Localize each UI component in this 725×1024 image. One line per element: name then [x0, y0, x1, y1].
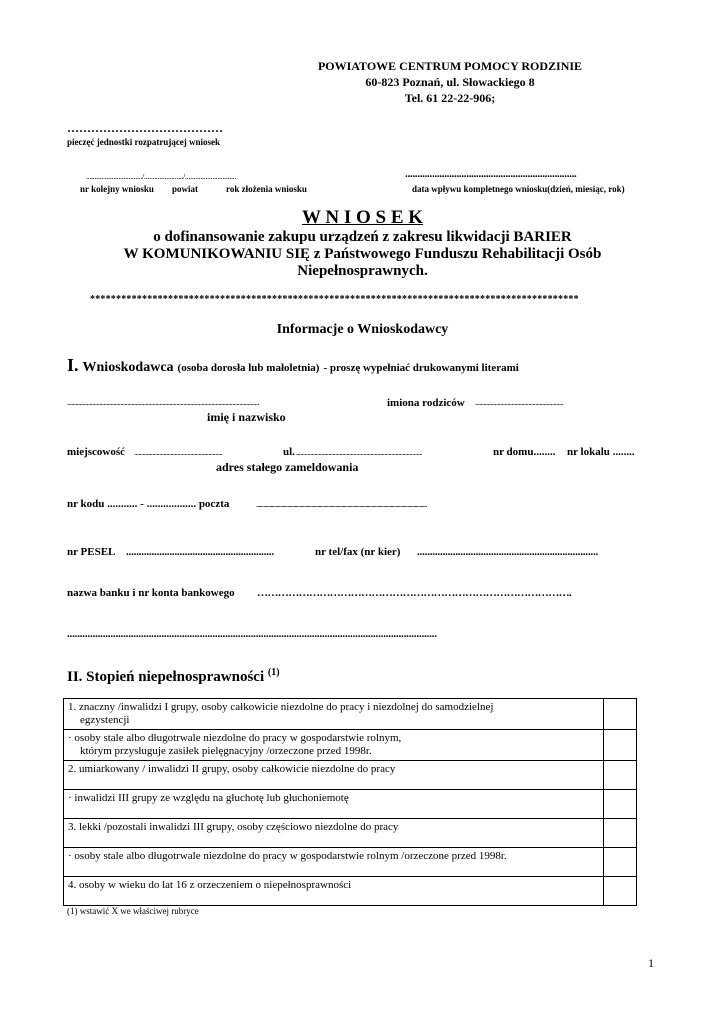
name-field[interactable]: .........................................................................................................................................: [67, 398, 259, 407]
row-line: 1. znaczny /inwalidzi I grupy, osoby całkowicie niezdolne do pracy i niezdolnej do samodzielnej: [68, 701, 494, 713]
row-line: 4. osoby w wieku do lat 16 z orzeczeniem o niepełnosprawności: [68, 879, 352, 891]
row-line: · osoby stale albo długotrwale niezdolne do pracy w gospodarstwie rolnym,: [68, 732, 402, 744]
town-label: miejscowość: [67, 446, 126, 458]
section-info-heading: Informacje o Wnioskodawcy: [276, 322, 449, 337]
row-line: egzystencji: [80, 714, 130, 726]
org-phone: Tel. 61 22-22-906;: [404, 91, 496, 105]
page-number: 1: [648, 956, 654, 970]
parents-field[interactable]: ...............................................................: [475, 398, 564, 407]
table-row: [64, 699, 637, 730]
postcode-field[interactable]: nr kodu ........... - .................. poczta: [67, 498, 230, 510]
section-2-title: II. Stopień niepełnosprawności: [67, 669, 265, 685]
title-line-1: o dofinansowanie zakupu urządzeń z zakresu likwidacji BARIER: [153, 229, 572, 245]
receipt-date-label: data wpływu kompletnego wniosku(dzień, miesiąc, rok): [412, 184, 625, 194]
title-line-3: Niepełnosprawnych.: [297, 263, 428, 279]
bank-account-field[interactable]: ……………………………………………………………………………….: [257, 587, 572, 599]
row-line: 2. umiarkowany / inwalidzi II grupy, osoby całkowicie niezdolne do pracy: [68, 763, 396, 775]
section-1-heading: [67, 355, 519, 376]
name-caption: imię i nazwisko: [207, 410, 286, 424]
row-text: [64, 730, 604, 761]
title-line-2: W KOMUNIKOWANIU SIĘ z Państwowego Funduszu Rehabilitacji Osób: [123, 246, 602, 262]
checkbox-cell[interactable]: [604, 761, 637, 790]
separator: **********************************************************************************************: [90, 294, 579, 305]
table-row: [64, 848, 637, 877]
phone-field[interactable]: .......................................................................: [417, 546, 599, 558]
section-1-title: Wnioskodawca: [82, 360, 174, 375]
street-field[interactable]: ..........................................................................................: [296, 448, 423, 457]
bank-label: nazwa banku i nr konta bankowego: [67, 587, 235, 599]
checkbox-cell[interactable]: [604, 730, 637, 761]
table-row: [64, 761, 637, 790]
address-caption: adres stałego zameldowania: [216, 460, 359, 474]
table-row: [64, 819, 637, 848]
label-request-number: nr kolejny wniosku: [80, 184, 154, 194]
row-text: [64, 848, 604, 877]
label-district: powiat: [172, 184, 199, 194]
org-address: 60-823 Poznań, ul. Słowackiego 8: [365, 75, 535, 89]
section-2-heading: [67, 667, 280, 686]
row-text: [64, 790, 604, 819]
row-line: · inwalidzi III grupy ze względu na głuchotę lub głuchoniemotę: [68, 792, 349, 804]
footnote: (1) wstawić X we właściwej rubryce: [67, 906, 199, 916]
document-title: W N I O S E K: [301, 207, 424, 228]
section-1-numeral: I.: [67, 355, 79, 375]
table-row: [64, 790, 637, 819]
table-row: [64, 877, 637, 906]
section-2-footnote-ref: (1): [267, 667, 280, 678]
town-field[interactable]: ...............................................................: [134, 448, 223, 457]
section-1-note: - proszę wypełniać drukowanymi literami: [323, 362, 519, 374]
checkbox-cell[interactable]: [604, 848, 637, 877]
row-text: [64, 877, 604, 906]
phone-label: nr tel/fax (nr kier): [315, 546, 401, 558]
parents-label: imiona rodziców: [387, 397, 465, 409]
row-line: którym przysługuje zasiłek pielęgnacyjny /orzeczone przed 1998r.: [80, 745, 372, 757]
org-name: POWIATOWE CENTRUM POMOCY RODZINIE: [317, 59, 583, 73]
checkbox-cell[interactable]: [604, 790, 637, 819]
row-line: 3. lekki /pozostali inwalidzi III grupy, osoby częściowo niezdolne do pracy: [68, 821, 399, 833]
pesel-field[interactable]: ..........................................................: [126, 546, 274, 558]
checkbox-cell[interactable]: [604, 877, 637, 906]
stamp-label: pieczęć jednostki rozpatrującej wniosek: [67, 137, 221, 147]
disability-degree-table: [63, 698, 637, 906]
pesel-label: nr PESEL: [67, 546, 116, 558]
registry-fill[interactable]: ................................./......................./..............................: [86, 172, 237, 181]
table-row: [64, 730, 637, 761]
flat-number-field[interactable]: nr lokalu ........: [567, 446, 635, 458]
house-number-field[interactable]: nr domu........: [493, 446, 556, 458]
section-1-subtitle: (osoba dorosła lub małoletnia): [177, 362, 320, 374]
street-label: ul.: [283, 446, 295, 458]
checkbox-cell[interactable]: [604, 699, 637, 730]
row-text: [64, 819, 604, 848]
receipt-date-fill[interactable]: ......................................................................: [405, 168, 577, 180]
extra-line-field[interactable]: .................................................................................................................................................: [67, 628, 437, 640]
label-year: rok złożenia wniosku: [226, 184, 307, 194]
post-office-field[interactable]: ..............................................................................................................................................: [256, 500, 427, 509]
row-text: [64, 699, 604, 730]
row-line: · osoby stale albo długotrwale niezdolne do pracy w gospodarstwie rolnym /orzeczone przed 1998r.: [68, 850, 507, 862]
row-text: [64, 761, 604, 790]
checkbox-cell[interactable]: [604, 819, 637, 848]
stamp-line[interactable]: …………………………………: [67, 121, 223, 135]
